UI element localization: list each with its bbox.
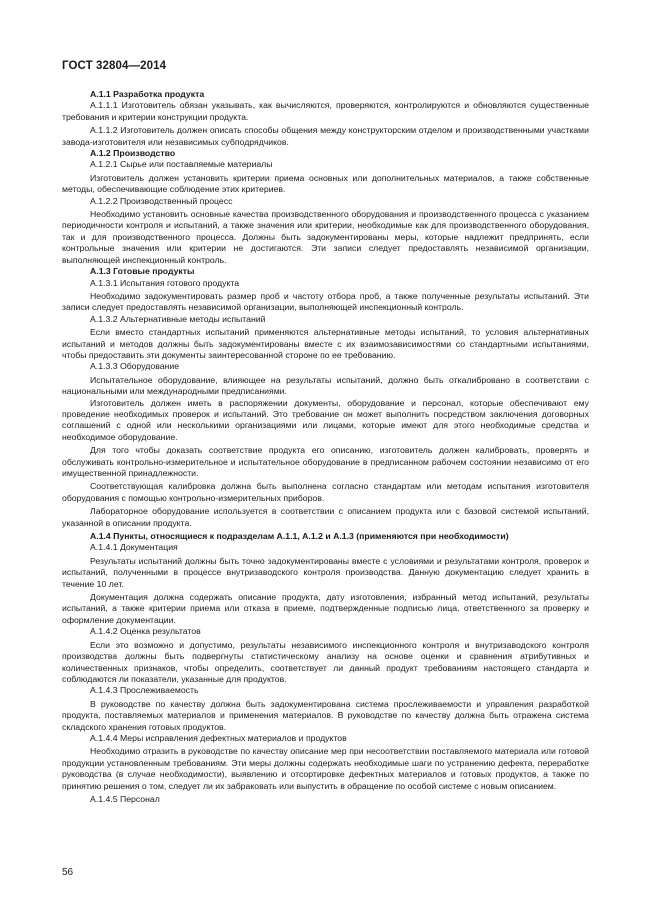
paragraph: А.1.4.3 Прослеживаемость xyxy=(90,685,199,696)
paragraph: Необходимо задокументировать размер проб и частоту отбора проб, а также полученные результаты испытаний. Эти записи следует предоставлять независимой организации, выполняющей инспекционный контроль. xyxy=(62,290,589,313)
paragraph: А.1.3.1 Испытания готового продукта xyxy=(90,277,240,288)
paragraph: Результаты испытаний должны быть точно задокументированы вместе с условиями и результатами контроля, проверок и испытаний, полученными в процессе внутризаводского контроля производства. Данную документацию следует хранить в течение 10 лет. xyxy=(62,555,589,589)
paragraph: Изготовитель должен иметь в распоряжении документы, оборудование и персонал, которые обеспечивают ему проведение необходимых проверок и испытаний. Это требование он может выполнить посредством заключения договорных соглашений с одной или несколькими организациями или лицами, которые имеют для этого необходимые средства и необходимое оборудование. xyxy=(62,397,589,442)
paragraph: Для того чтобы доказать соответствие продукта его описанию, изготовитель должен калибровать, проверять и обслуживать контрольно-измерительное и испытательное оборудование в предписанном рабочем состоянии независимо от его имущественной принадлежности. xyxy=(62,445,589,478)
paragraph: А.1.4.5 Персонал xyxy=(90,793,160,804)
section-heading: А.1.2 Производство xyxy=(90,148,176,159)
paragraph: А.1.3.2 Альтернативные методы испытаний xyxy=(90,313,266,324)
paragraph: Если вместо стандартных испытаний применяются альтернативные методы испытаний, то условия альтернативных испытаний и методов должны быть задокументированы вместе с их взаимозависимостями со стандартными испытаниями, чтобы предоставить эти документы заинтересованной стороне по ее требованию. xyxy=(62,327,589,360)
document-code-header: ГОСТ 32804—2014 xyxy=(62,60,167,72)
paragraph: Необходимо установить основные качества производственного оборудования и производственного процесса с указанием периодичности контроля и испытаний, а также значения или критерии, необходимые как для производственного оборудования, так и для производственного процесса. Должны быть задокументированы меры, которые надлежит предпринять, если контрольные значения или критерии не достигаются. Эти записи следует предоставлять независимой организации, выполняющей инспекционный контроль. xyxy=(62,209,589,265)
paragraph: А.1.2.2 Производственный процесс xyxy=(90,195,233,206)
paragraph: Если это возможно и допустимо, результаты независимого инспекционного контроля и внутризаводского контроля производства должны быть подвергнуты статистическому анализу на основе оценки и сравнения атрибутивных и количественных признаков, чтобы определить, соответствует ли данный продукт требованиям настоящего стандарта и соблюдаются ли показатели, указанные для продуктов. xyxy=(62,639,589,684)
paragraph: Соответствующая калибровка должна быть выполнена согласно стандартам или методам испытания изготовителя оборудования с помощью контрольно-измерительных приборов. xyxy=(62,481,589,503)
section-heading: А.1.1 Разработка продукта xyxy=(90,89,205,99)
paragraph: Документация должна содержать описание продукта, дату изготовления, избранный метод испытаний, результаты испытаний, а также критерии приема или отказа в приеме, подтвержденные подписью лица, ответственного за проверку и оформление документации. xyxy=(62,592,589,625)
paragraph: А.1.1.2 Изготовитель должен описать способы общения между конструкторским отделом и производственными участками завода-изготовителя или независимых субподрядчиков. xyxy=(62,125,589,147)
section-heading: А.1.4 Пункты, относящиеся к подразделам А.1.1, А.1.2 и А.1.3 (применяются при необходимости) xyxy=(90,531,509,542)
paragraph: А.1.1.1 Изготовитель обязан указывать, как вычисляются, проверяются, контролируются и обновляются существенные требования и критерии конструкции продукта. xyxy=(62,100,589,122)
paragraph: Изготовитель должен установить критерии приема основных или дополнительных материалов, а также собственные методы, обеспечивающие соблюдение этих критериев. xyxy=(62,172,589,195)
paragraph: А.1.4.4 Меры исправления дефектных материалов и продуктов xyxy=(90,732,347,743)
paragraph: А.1.2.1 Сырье или поставляемые материалы xyxy=(90,159,273,170)
paragraph: Испытательное оборудование, влияющее на результаты испытаний, должно быть откалибровано в соответствии с национальными или международными предписаниями. xyxy=(62,374,589,397)
paragraph: В руководстве по качеству должна быть задокументирована система прослеживаемости и управления разработкой продукта, поставляемых материалов и применения материалов. В руководстве по качеству должна быть отражена система складского хранения готовых продуктов. xyxy=(62,698,589,732)
paragraph: Лабораторное оборудование используется в соответствии с описанием продукта или с базовой системой испытаний, указанной в описании продукта. xyxy=(62,506,589,528)
page-number: 56 xyxy=(62,867,74,878)
section-heading: А.1.3 Готовые продукты xyxy=(90,266,195,277)
paragraph: А.1.3.3 Оборудование xyxy=(90,361,180,372)
paragraph: Необходимо отразить в руководстве по качеству описание мер при несоответствии поставляемого материала или готовой продукции установленным требованиям. Эти меры должны содержать необходимые шаги по устранению дефекта, переработке руководства (в случае необходимости), выявлению и отсортировке дефектных материалов и готовых продуктов, а также по принятию решения о том, следует ли их забраковать или выпустить в обращение по особой системе с новым описанием. xyxy=(62,746,589,791)
document-body xyxy=(62,89,589,805)
paragraph: А.1.4.1 Документация xyxy=(90,542,178,553)
paragraph: А.1.4.2 Оценка результатов xyxy=(90,626,201,637)
